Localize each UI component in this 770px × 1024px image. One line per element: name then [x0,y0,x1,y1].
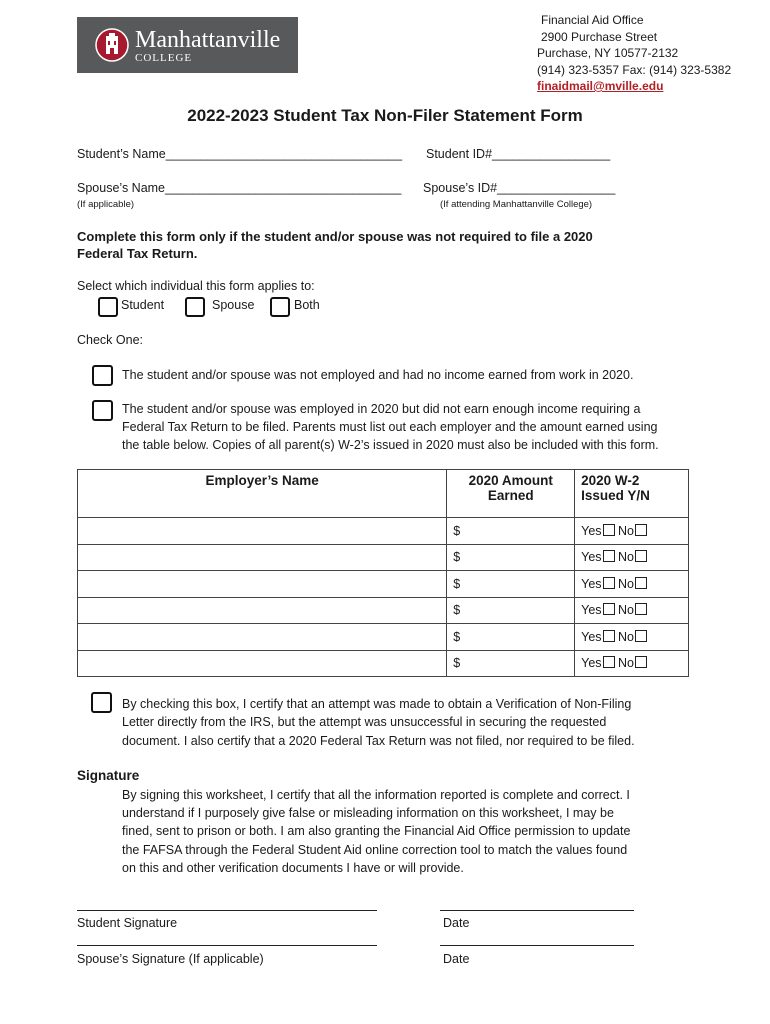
yes-checkbox[interactable] [603,550,615,562]
yes-label: Yes [581,656,602,671]
w2-cell[interactable] [575,650,689,677]
spouse-name-field[interactable]: Spouse’s Name__________________________________ [77,181,402,195]
employer-cell[interactable] [78,518,447,545]
form-title: 2022-2023 Student Tax Non-Filer Statement Form [187,106,583,125]
not-employed-text: The student and/or spouse was not employed and had no income earned from work in 2020. [122,368,634,382]
yes-label: Yes [581,629,602,644]
no-label: No [618,629,634,644]
yes-label: Yes [581,550,602,565]
student-id-field[interactable]: Student ID#_________________ [426,147,611,161]
no-label: No [618,603,634,618]
notice-line: Federal Tax Return. [77,246,198,261]
address-line: (914) 323-5357 Fax: (914) 323-5382 [537,62,732,77]
office-address [537,12,731,95]
signature-heading: Signature [77,768,140,783]
signature-text-line: understand if I purposely give false or misleading information on this worksheet, I may be [122,806,614,820]
employed-text-line: the table below. Copies of all parent(s) W-2’s issued in 2020 must also be included with this form. [122,438,659,452]
dollar-sign: $ [453,523,461,538]
w2-cell[interactable] [575,571,689,598]
crest-icon [95,27,129,63]
no-checkbox[interactable] [635,603,647,615]
employer-name-header: Employer’s Name [78,470,447,518]
no-checkbox[interactable] [635,524,647,536]
yes-label: Yes [581,523,602,538]
logo-name: Manhattanville [135,27,281,53]
amount-cell[interactable] [447,571,575,598]
address-line: Purchase, NY 10577-2132 [537,46,679,60]
dollar-sign: $ [453,550,461,565]
yes-label: Yes [581,603,602,618]
amount-cell[interactable] [447,624,575,651]
no-checkbox[interactable] [635,577,647,589]
w2-cell[interactable] [575,518,689,545]
check-one-label: Check One: [77,333,144,347]
employed-text-line: The student and/or spouse was employed in 2020 but did not earn enough income requiring a [122,402,641,416]
spouse-signature-line[interactable] [77,945,377,946]
signature-text-line: By signing this worksheet, I certify that all the information reported is complete and correct. I [122,788,630,802]
certify-text-line: document. I also certify that a 2020 Federal Tax Return was not filed, nor required to be filed. [122,734,635,748]
dollar-sign: $ [453,656,461,671]
employer-cell[interactable] [78,624,447,651]
amount-cell[interactable] [447,650,575,677]
table-row [78,624,689,651]
certify-text-line: By checking this box, I certify that an attempt was made to obtain a Verification of Non-Filing [122,697,632,711]
employer-cell[interactable] [78,597,447,624]
amount-cell[interactable] [447,518,575,545]
spouse-date-label: Date [443,952,470,966]
no-checkbox[interactable] [635,550,647,562]
no-label: No [618,550,634,565]
if-applicable-note: (If applicable) [77,199,135,210]
student-date-line[interactable] [440,910,634,911]
notice-line: Complete this form only if the student and/or spouse was not required to file a 2020 [77,229,593,244]
yes-checkbox[interactable] [603,524,615,536]
address-line: 2900 Purchase Street [541,29,658,44]
table-row [78,518,689,545]
student-name-field[interactable]: Student’s Name__________________________________ [77,147,403,161]
amount-cell[interactable] [447,544,575,571]
spouse-date-line[interactable] [440,945,634,946]
dollar-sign: $ [453,629,461,644]
not-employed-checkbox[interactable] [92,365,113,386]
spouse-option-label: Spouse [212,298,255,312]
employed-checkbox[interactable] [92,400,113,421]
no-checkbox[interactable] [635,656,647,668]
employer-cell[interactable] [78,650,447,677]
yes-checkbox[interactable] [603,603,615,615]
signature-text-line: fined, sent to prison or both. I am also granting the Financial Aid Office permission to update [122,824,631,838]
no-label: No [618,576,634,591]
both-checkbox[interactable] [270,297,290,317]
table-row [78,597,689,624]
no-label: No [618,523,634,538]
applies-prompt: Select which individual this form applies to: [77,279,315,293]
yes-checkbox[interactable] [603,577,615,589]
spouse-checkbox[interactable] [185,297,205,317]
no-checkbox[interactable] [635,630,647,642]
signature-text-line: on this and other verification documents I have or will provide. [122,861,464,875]
dollar-sign: $ [453,576,461,591]
yes-label: Yes [581,576,602,591]
dollar-sign: $ [453,603,461,618]
amount-cell[interactable] [447,597,575,624]
w2-cell[interactable] [575,624,689,651]
employed-text-line: Federal Tax Return to be filed. Parents must list out each employer and the amount earned using [122,420,658,434]
table-header-row [78,470,689,518]
employer-table [77,469,689,677]
yes-checkbox[interactable] [603,656,615,668]
both-option-label: Both [294,298,320,312]
certify-checkbox[interactable] [91,692,112,713]
w2-cell[interactable] [575,544,689,571]
w2-issued-header: 2020 W-2 Issued Y/N [575,470,689,518]
amount-earned-header: 2020 Amount Earned [447,470,575,518]
address-line: Financial Aid Office [541,13,644,27]
table-row [78,544,689,571]
spouse-signature-label: Spouse’s Signature (If applicable) [77,952,264,966]
employer-cell[interactable] [78,571,447,598]
w2-cell[interactable] [575,597,689,624]
student-signature-line[interactable] [77,910,377,911]
college-logo [77,17,298,73]
student-checkbox[interactable] [98,297,118,317]
table-row [78,571,689,598]
spouse-id-field[interactable]: Spouse’s ID#_________________ [423,181,616,195]
certify-text-line: Letter directly from the IRS, but the attempt was unsuccessful in securing the requested [122,715,607,729]
no-label: No [618,656,634,671]
yes-checkbox[interactable] [603,630,615,642]
if-attending-note: (If attending Manhattanville College) [440,199,593,210]
logo-college: COLLEGE [135,52,193,64]
student-option-label: Student [121,298,165,312]
employer-cell[interactable] [78,544,447,571]
email-link[interactable]: finaidmail@mville.edu [537,79,664,93]
table-row [78,650,689,677]
student-date-label: Date [443,916,470,930]
signature-text-line: the FAFSA through the Federal Student Aid online correction tool to match the values found [122,843,628,857]
student-signature-label: Student Signature [77,916,178,930]
